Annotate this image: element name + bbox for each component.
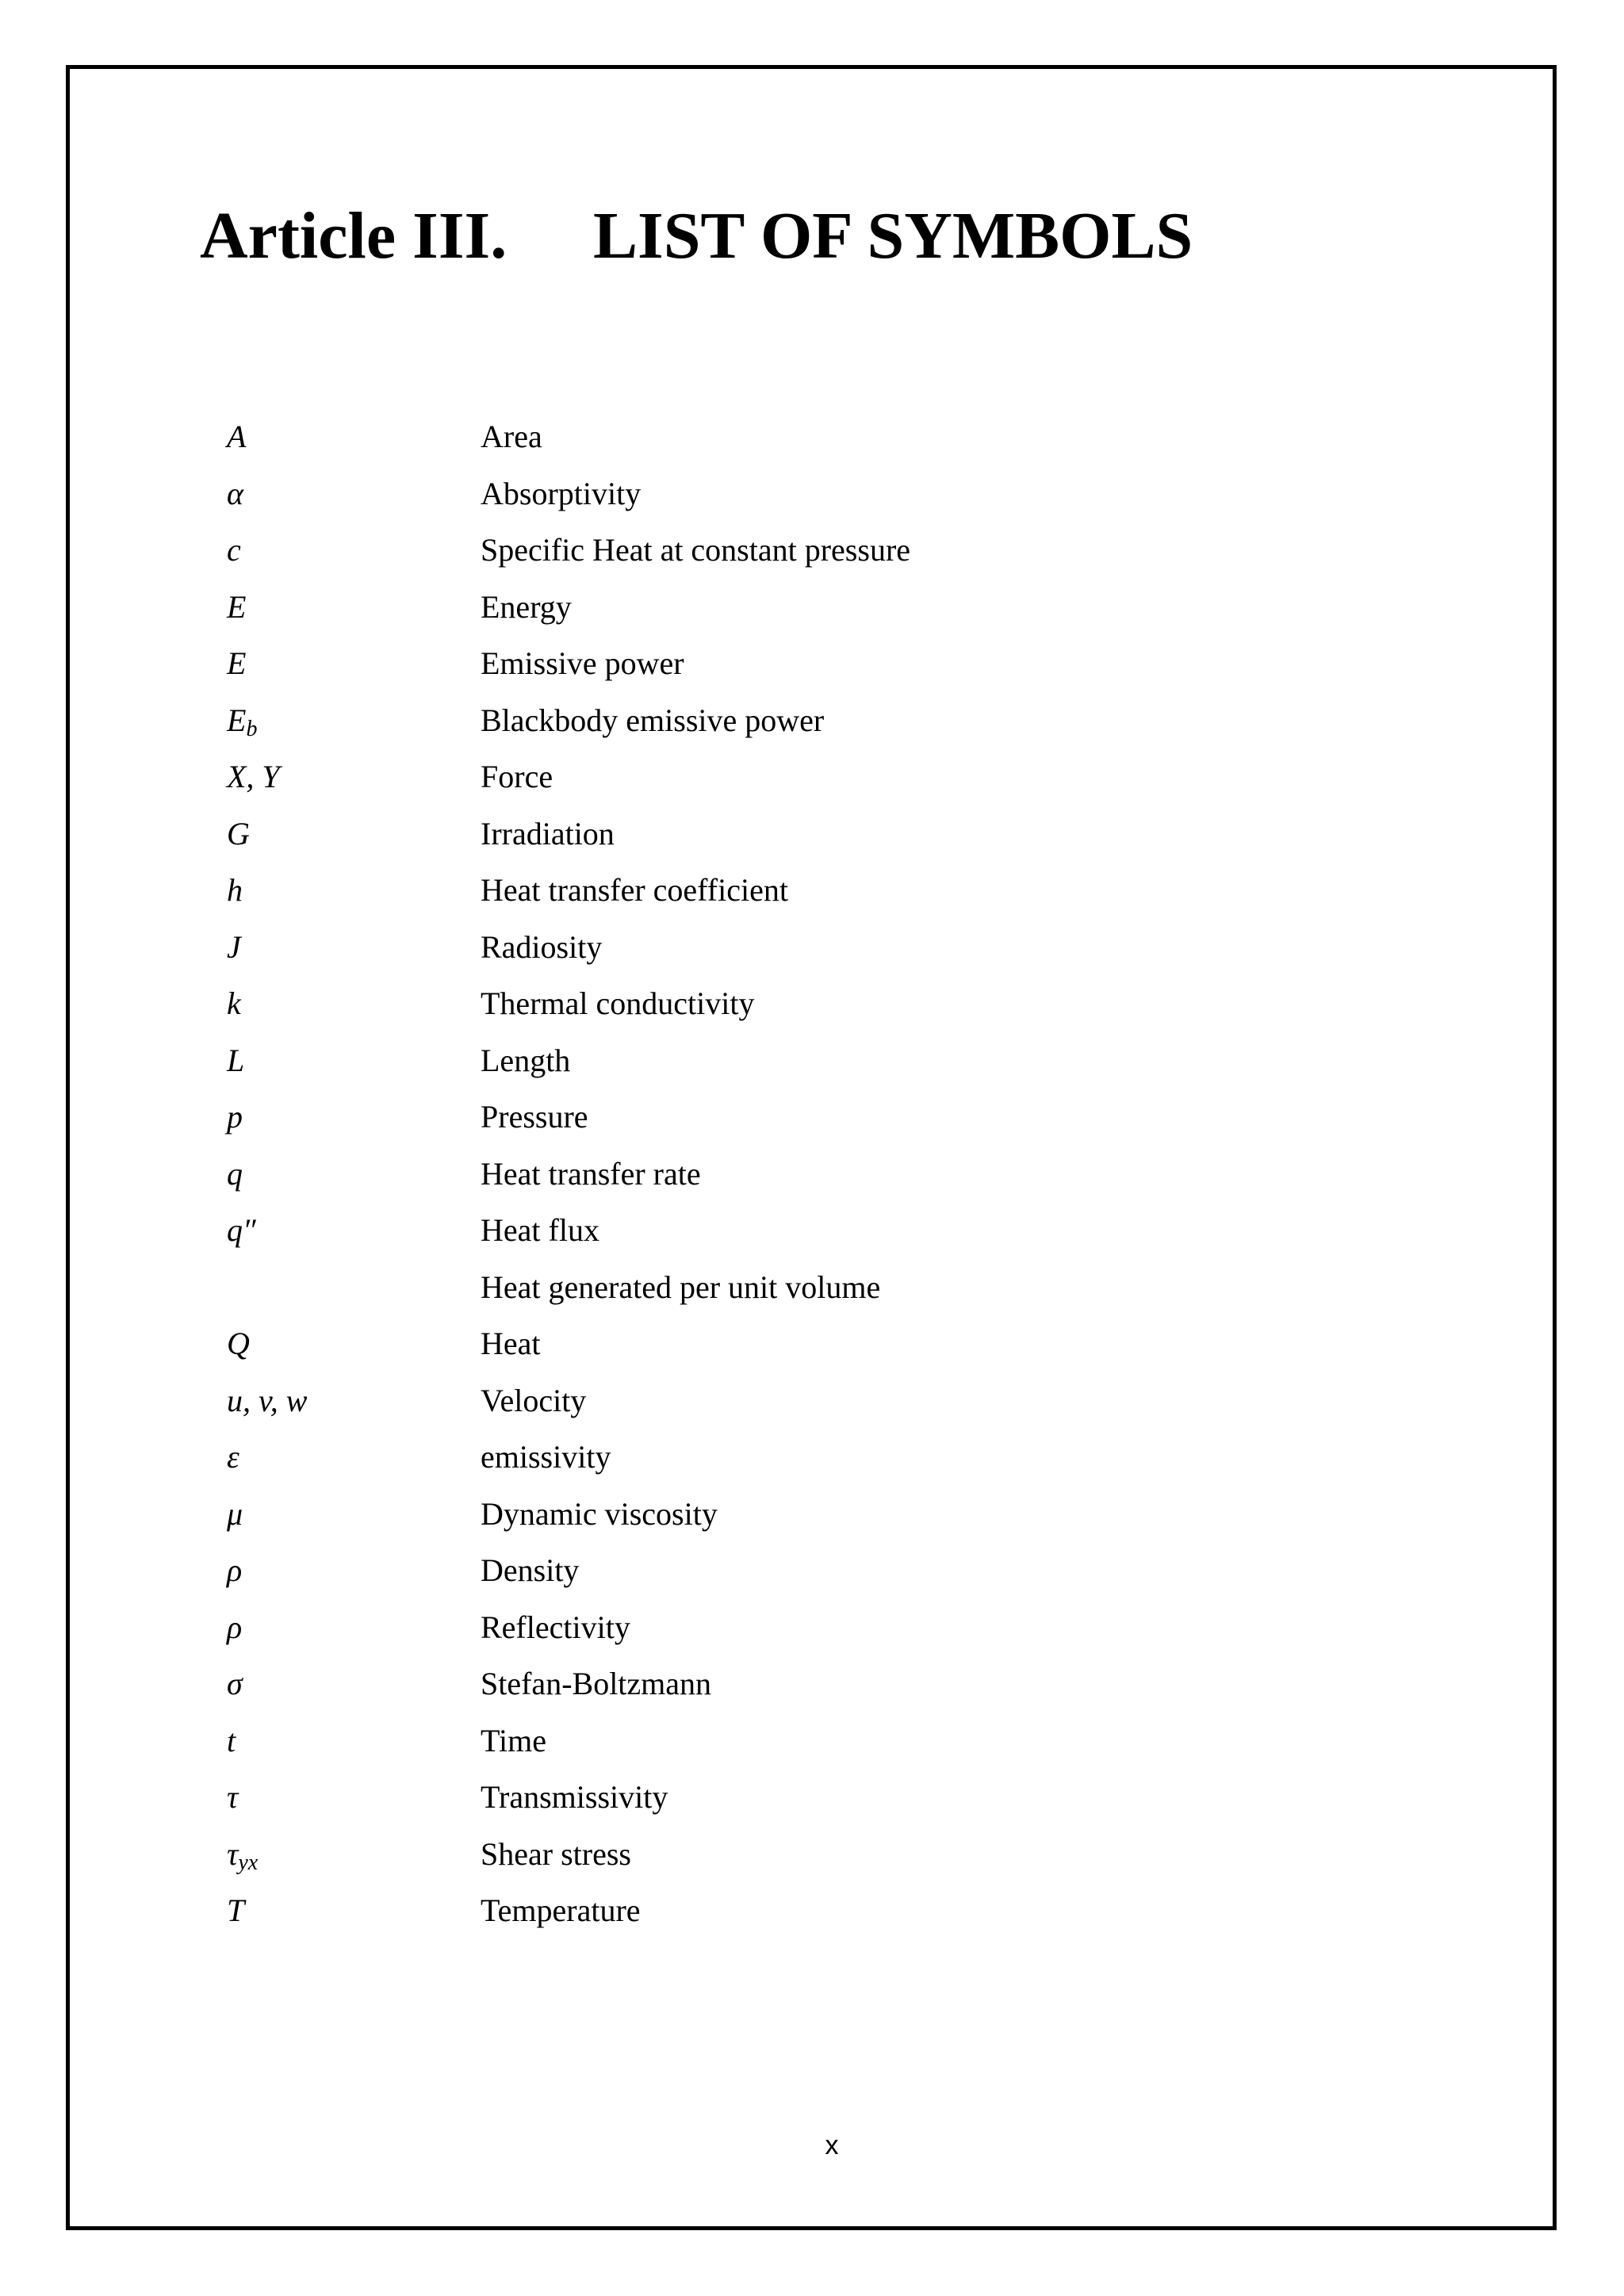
symbol-row xyxy=(227,975,1496,1032)
symbol-description: Force xyxy=(481,759,553,794)
page-title xyxy=(200,189,1193,284)
article-number: Article III. xyxy=(200,199,508,273)
symbol-description: Velocity xyxy=(481,1382,587,1418)
symbol xyxy=(227,692,257,749)
symbol xyxy=(227,1315,250,1372)
symbol-row xyxy=(227,1655,1496,1712)
symbol-row xyxy=(227,1372,1496,1429)
symbol-main: X, Y xyxy=(227,759,280,794)
symbol-row xyxy=(227,635,1496,692)
symbol-description: Heat generated per unit volume xyxy=(481,1269,881,1305)
symbol-row xyxy=(227,1089,1496,1146)
symbol xyxy=(227,1372,307,1429)
symbol-row xyxy=(227,1315,1496,1372)
symbol xyxy=(227,465,243,522)
symbol-description: Area xyxy=(481,419,542,454)
symbol-main: J xyxy=(227,928,241,965)
symbol-main: q″ xyxy=(227,1212,256,1248)
symbol-row xyxy=(227,1542,1496,1599)
symbol-description: Density xyxy=(481,1552,580,1588)
symbol xyxy=(227,806,250,863)
symbol-main: L xyxy=(227,1042,245,1078)
symbol xyxy=(227,1089,243,1146)
symbol-description: Pressure xyxy=(481,1099,588,1135)
symbol xyxy=(227,1542,242,1599)
symbol-main: T xyxy=(227,1892,245,1928)
symbol xyxy=(227,862,243,919)
symbol-main: c xyxy=(227,532,241,568)
symbol-list xyxy=(227,408,1496,1939)
symbol-description: Blackbody emissive power xyxy=(481,702,825,738)
symbol-main: σ xyxy=(227,1666,243,1701)
symbol xyxy=(227,1032,244,1089)
page-number: x xyxy=(825,2130,839,2160)
symbol-description: Length xyxy=(481,1042,571,1078)
symbol-row xyxy=(227,1599,1496,1656)
symbol-main: ε xyxy=(227,1439,239,1475)
symbol-description: Absorptivity xyxy=(481,475,642,511)
symbol xyxy=(227,522,241,579)
symbol xyxy=(227,919,241,976)
symbol-description: Emissive power xyxy=(481,645,684,681)
symbol-subscript: b xyxy=(246,716,258,741)
symbol xyxy=(227,1712,236,1770)
symbol-row xyxy=(227,522,1496,579)
symbol-row xyxy=(227,1712,1496,1770)
symbol-main: h xyxy=(227,872,243,908)
symbol-main: τ xyxy=(227,1835,239,1872)
symbol xyxy=(227,975,241,1032)
symbol-main: ρ xyxy=(227,1552,243,1588)
symbol-row xyxy=(227,1826,1496,1883)
symbol-description: Reflectivity xyxy=(481,1609,630,1645)
symbol-main: τ xyxy=(227,1779,239,1815)
symbol-row xyxy=(227,1486,1496,1543)
symbol-description: Heat transfer rate xyxy=(481,1155,701,1192)
symbol-row xyxy=(227,1202,1496,1259)
symbol-subscript: yx xyxy=(238,1850,259,1875)
symbol-description: Dynamic viscosity xyxy=(481,1495,718,1532)
symbol-row xyxy=(227,862,1496,919)
symbol xyxy=(227,1769,238,1826)
symbol-row xyxy=(227,1429,1496,1486)
symbol-main: u, v, w xyxy=(227,1382,308,1418)
symbol xyxy=(227,1655,243,1712)
symbol xyxy=(227,1202,256,1259)
symbol-description: Shear stress xyxy=(481,1835,631,1872)
symbol-description: Heat transfer coefficient xyxy=(481,872,788,908)
symbol xyxy=(227,1486,243,1543)
symbol xyxy=(227,748,280,806)
symbol-main: t xyxy=(227,1722,236,1758)
symbol-description: Radiosity xyxy=(481,928,603,965)
symbol-description: Heat flux xyxy=(481,1212,599,1248)
article-title: LIST OF SYMBOLS xyxy=(593,199,1193,273)
symbol xyxy=(227,635,246,692)
symbol-main: E xyxy=(227,588,247,625)
symbol xyxy=(227,1599,242,1656)
symbol-description: Temperature xyxy=(481,1892,641,1928)
symbol-main: α xyxy=(227,475,243,511)
symbol-description: Energy xyxy=(481,588,572,625)
symbol-row xyxy=(227,748,1496,806)
symbol-row xyxy=(227,1259,1496,1316)
symbol-main: p xyxy=(227,1099,243,1135)
symbol xyxy=(227,579,246,636)
symbol-row xyxy=(227,465,1496,522)
symbol-main: ρ xyxy=(227,1609,243,1645)
symbol-description: Transmissivity xyxy=(481,1779,668,1815)
symbol-main: μ xyxy=(227,1495,243,1532)
symbol xyxy=(227,1146,243,1203)
symbol-row xyxy=(227,692,1496,749)
symbol-row xyxy=(227,579,1496,636)
symbol-row xyxy=(227,408,1496,465)
symbol-row xyxy=(227,806,1496,863)
symbol-main: Q xyxy=(227,1326,250,1361)
symbol-description: Time xyxy=(481,1722,547,1758)
symbol-row xyxy=(227,1146,1496,1203)
symbol-description: Heat xyxy=(481,1326,541,1361)
symbol-row xyxy=(227,919,1496,976)
symbol-main: G xyxy=(227,815,250,851)
symbol-description: Stefan-Boltzmann xyxy=(481,1666,712,1701)
symbol xyxy=(227,1882,244,1939)
symbol-row xyxy=(227,1769,1496,1826)
symbol xyxy=(227,1826,258,1883)
symbol xyxy=(227,1429,239,1486)
symbol-description: Irradiation xyxy=(481,815,615,851)
symbol-row xyxy=(227,1882,1496,1939)
symbol-main: E xyxy=(227,702,247,738)
symbol-description: emissivity xyxy=(481,1439,611,1475)
symbol-description: Thermal conductivity xyxy=(481,985,755,1021)
symbol-main: q xyxy=(227,1155,243,1192)
symbol-row xyxy=(227,1032,1496,1089)
symbol-main: A xyxy=(227,419,247,454)
symbol-main: k xyxy=(227,985,241,1021)
symbol xyxy=(227,408,246,465)
symbol-main: E xyxy=(227,645,247,681)
symbol-description: Specific Heat at constant pressure xyxy=(481,532,911,568)
